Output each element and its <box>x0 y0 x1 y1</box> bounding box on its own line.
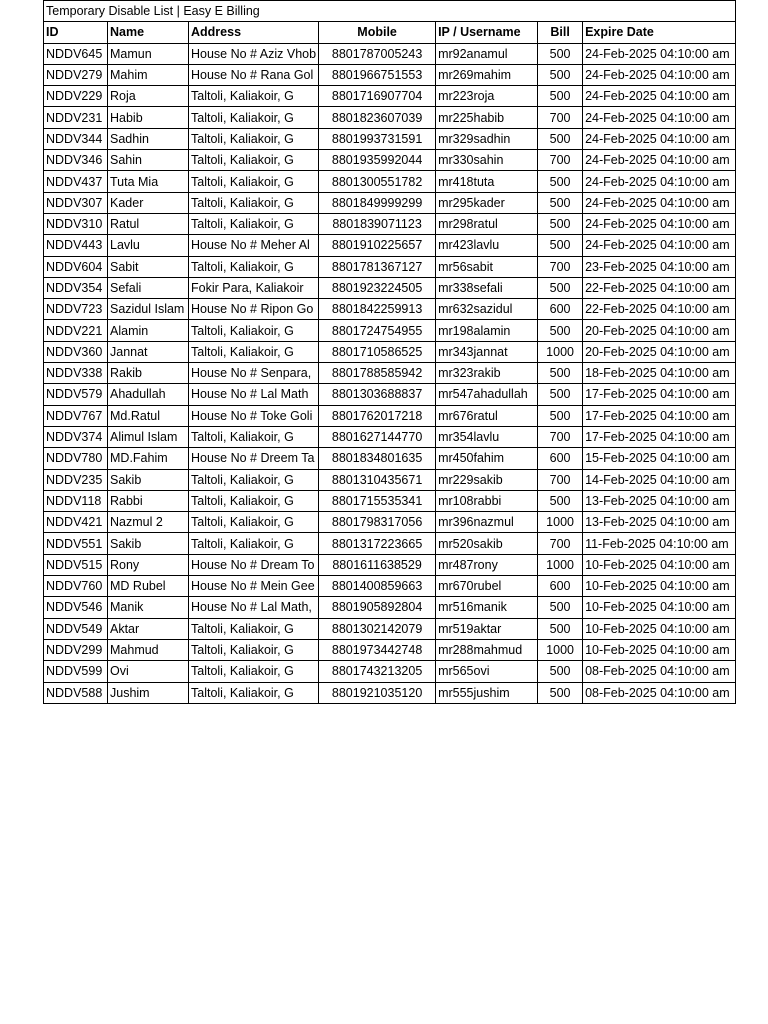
cell-username: mr229sakib <box>436 469 538 490</box>
cell-name: Sadhin <box>108 128 189 149</box>
table-row <box>44 107 736 128</box>
cell-bill: 700 <box>538 426 583 447</box>
cell-expire-date: 13-Feb-2025 04:10:00 am <box>583 490 736 511</box>
table-row <box>44 618 736 639</box>
header-username: IP / Username <box>436 22 538 43</box>
cell-address: House No # Ripon Go <box>189 299 319 320</box>
cell-username: mr565ovi <box>436 661 538 682</box>
cell-id: NDDV645 <box>44 43 108 64</box>
cell-address: Taltoli, Kaliakoir, G <box>189 256 319 277</box>
cell-id: NDDV443 <box>44 235 108 256</box>
cell-expire-date: 17-Feb-2025 04:10:00 am <box>583 426 736 447</box>
table-row <box>44 448 736 469</box>
title-row <box>44 1 736 22</box>
cell-id: NDDV344 <box>44 128 108 149</box>
cell-name: Alimul Islam <box>108 426 189 447</box>
table-row <box>44 213 736 234</box>
table-row <box>44 320 736 341</box>
cell-address: Taltoli, Kaliakoir, G <box>189 490 319 511</box>
cell-username: mr423lavlu <box>436 235 538 256</box>
table-row <box>44 512 736 533</box>
header-mobile: Mobile <box>319 22 436 43</box>
cell-username: mr225habib <box>436 107 538 128</box>
cell-mobile: 8801823607039 <box>319 107 436 128</box>
table-row <box>44 363 736 384</box>
cell-address: House No # Dream To <box>189 554 319 575</box>
cell-mobile: 8801400859663 <box>319 576 436 597</box>
cell-bill: 500 <box>538 682 583 703</box>
cell-address: House No # Meher Al <box>189 235 319 256</box>
cell-name: Sefali <box>108 277 189 298</box>
cell-address: Taltoli, Kaliakoir, G <box>189 171 319 192</box>
cell-expire-date: 17-Feb-2025 04:10:00 am <box>583 384 736 405</box>
header-expire-date: Expire Date <box>583 22 736 43</box>
cell-bill: 700 <box>538 533 583 554</box>
cell-name: Lavlu <box>108 235 189 256</box>
cell-address: Taltoli, Kaliakoir, G <box>189 682 319 703</box>
cell-expire-date: 22-Feb-2025 04:10:00 am <box>583 277 736 298</box>
cell-username: mr330sahin <box>436 150 538 171</box>
cell-bill: 500 <box>538 490 583 511</box>
cell-name: Sakib <box>108 533 189 554</box>
cell-mobile: 8801611638529 <box>319 554 436 575</box>
cell-bill: 700 <box>538 256 583 277</box>
cell-mobile: 8801710586525 <box>319 341 436 362</box>
cell-name: Rony <box>108 554 189 575</box>
cell-id: NDDV723 <box>44 299 108 320</box>
cell-mobile: 8801303688837 <box>319 384 436 405</box>
cell-mobile: 8801715535341 <box>319 490 436 511</box>
cell-address: Taltoli, Kaliakoir, G <box>189 320 319 341</box>
cell-id: NDDV299 <box>44 639 108 660</box>
cell-username: mr288mahmud <box>436 639 538 660</box>
table-row <box>44 490 736 511</box>
cell-id: NDDV374 <box>44 426 108 447</box>
table-row <box>44 235 736 256</box>
table-row <box>44 128 736 149</box>
cell-id: NDDV551 <box>44 533 108 554</box>
cell-mobile: 8801905892804 <box>319 597 436 618</box>
cell-username: mr198alamin <box>436 320 538 341</box>
cell-address: Taltoli, Kaliakoir, G <box>189 341 319 362</box>
table-row <box>44 554 736 575</box>
cell-bill: 600 <box>538 448 583 469</box>
cell-mobile: 8801300551782 <box>319 171 436 192</box>
cell-expire-date: 24-Feb-2025 04:10:00 am <box>583 128 736 149</box>
cell-name: MD.Fahim <box>108 448 189 469</box>
cell-address: Taltoli, Kaliakoir, G <box>189 213 319 234</box>
cell-id: NDDV231 <box>44 107 108 128</box>
cell-username: mr547ahadullah <box>436 384 538 405</box>
table-row <box>44 341 736 362</box>
cell-id: NDDV307 <box>44 192 108 213</box>
cell-username: mr338sefali <box>436 277 538 298</box>
cell-name: Sazidul Islam <box>108 299 189 320</box>
cell-bill: 500 <box>538 384 583 405</box>
cell-expire-date: 11-Feb-2025 04:10:00 am <box>583 533 736 554</box>
cell-address: House No # Senpara, <box>189 363 319 384</box>
cell-mobile: 8801910225657 <box>319 235 436 256</box>
table-row <box>44 533 736 554</box>
cell-expire-date: 24-Feb-2025 04:10:00 am <box>583 192 736 213</box>
cell-id: NDDV780 <box>44 448 108 469</box>
sheet-title: Temporary Disable List | Easy E Billing <box>44 1 736 22</box>
cell-username: mr520sakib <box>436 533 538 554</box>
cell-id: NDDV767 <box>44 405 108 426</box>
header-address: Address <box>189 22 319 43</box>
header-name: Name <box>108 22 189 43</box>
cell-id: NDDV279 <box>44 64 108 85</box>
cell-expire-date: 10-Feb-2025 04:10:00 am <box>583 618 736 639</box>
cell-expire-date: 08-Feb-2025 04:10:00 am <box>583 661 736 682</box>
cell-username: mr298ratul <box>436 213 538 234</box>
cell-name: Rabbi <box>108 490 189 511</box>
cell-username: mr108rabbi <box>436 490 538 511</box>
cell-mobile: 8801724754955 <box>319 320 436 341</box>
table-row <box>44 576 736 597</box>
cell-mobile: 8801798317056 <box>319 512 436 533</box>
table-row <box>44 682 736 703</box>
cell-username: mr295kader <box>436 192 538 213</box>
cell-address: House No # Rana Gol <box>189 64 319 85</box>
cell-expire-date: 22-Feb-2025 04:10:00 am <box>583 299 736 320</box>
cell-username: mr555jushim <box>436 682 538 703</box>
cell-expire-date: 10-Feb-2025 04:10:00 am <box>583 576 736 597</box>
cell-expire-date: 13-Feb-2025 04:10:00 am <box>583 512 736 533</box>
cell-bill: 500 <box>538 405 583 426</box>
cell-expire-date: 10-Feb-2025 04:10:00 am <box>583 639 736 660</box>
cell-expire-date: 08-Feb-2025 04:10:00 am <box>583 682 736 703</box>
cell-expire-date: 20-Feb-2025 04:10:00 am <box>583 320 736 341</box>
table-row <box>44 86 736 107</box>
cell-expire-date: 24-Feb-2025 04:10:00 am <box>583 43 736 64</box>
cell-mobile: 8801302142079 <box>319 618 436 639</box>
cell-username: mr323rakib <box>436 363 538 384</box>
cell-address: Fokir Para, Kaliakoir <box>189 277 319 298</box>
table-row <box>44 277 736 298</box>
cell-address: Taltoli, Kaliakoir, G <box>189 661 319 682</box>
cell-username: mr396nazmul <box>436 512 538 533</box>
cell-address: Taltoli, Kaliakoir, G <box>189 192 319 213</box>
cell-id: NDDV599 <box>44 661 108 682</box>
cell-username: mr354lavlu <box>436 426 538 447</box>
cell-bill: 600 <box>538 299 583 320</box>
cell-bill: 500 <box>538 235 583 256</box>
cell-username: mr450fahim <box>436 448 538 469</box>
cell-name: Sabit <box>108 256 189 277</box>
cell-address: Taltoli, Kaliakoir, G <box>189 150 319 171</box>
cell-name: Nazmul 2 <box>108 512 189 533</box>
cell-id: NDDV338 <box>44 363 108 384</box>
cell-address: Taltoli, Kaliakoir, G <box>189 533 319 554</box>
cell-bill: 500 <box>538 618 583 639</box>
cell-id: NDDV118 <box>44 490 108 511</box>
cell-bill: 700 <box>538 107 583 128</box>
cell-name: Manik <box>108 597 189 618</box>
cell-address: House No # Toke Goli <box>189 405 319 426</box>
cell-mobile: 8801781367127 <box>319 256 436 277</box>
cell-bill: 700 <box>538 469 583 490</box>
cell-username: mr343jannat <box>436 341 538 362</box>
cell-expire-date: 10-Feb-2025 04:10:00 am <box>583 554 736 575</box>
table-row <box>44 171 736 192</box>
cell-expire-date: 14-Feb-2025 04:10:00 am <box>583 469 736 490</box>
cell-id: NDDV310 <box>44 213 108 234</box>
cell-id: NDDV604 <box>44 256 108 277</box>
cell-bill: 500 <box>538 171 583 192</box>
header-id: ID <box>44 22 108 43</box>
cell-username: mr670rubel <box>436 576 538 597</box>
cell-expire-date: 24-Feb-2025 04:10:00 am <box>583 150 736 171</box>
cell-bill: 500 <box>538 661 583 682</box>
cell-mobile: 8801921035120 <box>319 682 436 703</box>
table-row <box>44 299 736 320</box>
cell-bill: 500 <box>538 128 583 149</box>
cell-mobile: 8801788585942 <box>319 363 436 384</box>
cell-bill: 500 <box>538 64 583 85</box>
cell-address: Taltoli, Kaliakoir, G <box>189 128 319 149</box>
table-row <box>44 661 736 682</box>
cell-username: mr676ratul <box>436 405 538 426</box>
cell-expire-date: 23-Feb-2025 04:10:00 am <box>583 256 736 277</box>
table-row <box>44 43 736 64</box>
cell-mobile: 8801935992044 <box>319 150 436 171</box>
table-row <box>44 639 736 660</box>
table-row <box>44 192 736 213</box>
cell-id: NDDV546 <box>44 597 108 618</box>
cell-id: NDDV515 <box>44 554 108 575</box>
cell-bill: 1000 <box>538 512 583 533</box>
cell-mobile: 8801310435671 <box>319 469 436 490</box>
cell-mobile: 8801627144770 <box>319 426 436 447</box>
cell-name: Tuta Mia <box>108 171 189 192</box>
cell-mobile: 8801317223665 <box>319 533 436 554</box>
disable-list-table <box>43 0 736 704</box>
cell-address: Taltoli, Kaliakoir, G <box>189 86 319 107</box>
header-row <box>44 22 736 43</box>
cell-expire-date: 20-Feb-2025 04:10:00 am <box>583 341 736 362</box>
cell-mobile: 8801762017218 <box>319 405 436 426</box>
cell-name: Jushim <box>108 682 189 703</box>
cell-bill: 700 <box>538 150 583 171</box>
cell-id: NDDV221 <box>44 320 108 341</box>
cell-mobile: 8801743213205 <box>319 661 436 682</box>
cell-bill: 500 <box>538 320 583 341</box>
cell-id: NDDV354 <box>44 277 108 298</box>
table-row <box>44 64 736 85</box>
header-bill: Bill <box>538 22 583 43</box>
cell-name: Sakib <box>108 469 189 490</box>
cell-bill: 500 <box>538 597 583 618</box>
cell-name: Ahadullah <box>108 384 189 405</box>
cell-bill: 500 <box>538 86 583 107</box>
cell-name: Kader <box>108 192 189 213</box>
cell-id: NDDV229 <box>44 86 108 107</box>
cell-id: NDDV588 <box>44 682 108 703</box>
cell-expire-date: 17-Feb-2025 04:10:00 am <box>583 405 736 426</box>
cell-name: MD Rubel <box>108 576 189 597</box>
cell-expire-date: 24-Feb-2025 04:10:00 am <box>583 86 736 107</box>
cell-name: Aktar <box>108 618 189 639</box>
cell-username: mr269mahim <box>436 64 538 85</box>
cell-bill: 500 <box>538 43 583 64</box>
cell-expire-date: 24-Feb-2025 04:10:00 am <box>583 171 736 192</box>
table-row <box>44 469 736 490</box>
cell-id: NDDV760 <box>44 576 108 597</box>
cell-mobile: 8801923224505 <box>319 277 436 298</box>
cell-bill: 500 <box>538 213 583 234</box>
table-row <box>44 256 736 277</box>
cell-bill: 1000 <box>538 639 583 660</box>
cell-bill: 1000 <box>538 554 583 575</box>
cell-username: mr519aktar <box>436 618 538 639</box>
cell-expire-date: 10-Feb-2025 04:10:00 am <box>583 597 736 618</box>
cell-address: Taltoli, Kaliakoir, G <box>189 469 319 490</box>
cell-mobile: 8801842259913 <box>319 299 436 320</box>
cell-mobile: 8801993731591 <box>319 128 436 149</box>
cell-mobile: 8801834801635 <box>319 448 436 469</box>
cell-name: Alamin <box>108 320 189 341</box>
cell-username: mr56sabit <box>436 256 538 277</box>
cell-expire-date: 24-Feb-2025 04:10:00 am <box>583 235 736 256</box>
table-row <box>44 384 736 405</box>
cell-address: House No # Aziz Vhob <box>189 43 319 64</box>
cell-mobile: 8801716907704 <box>319 86 436 107</box>
cell-mobile: 8801839071123 <box>319 213 436 234</box>
cell-username: mr223roja <box>436 86 538 107</box>
cell-name: Rakib <box>108 363 189 384</box>
cell-address: House No # Lal Math <box>189 384 319 405</box>
table-row <box>44 597 736 618</box>
cell-bill: 500 <box>538 192 583 213</box>
cell-name: Ovi <box>108 661 189 682</box>
table-row <box>44 426 736 447</box>
cell-name: Jannat <box>108 341 189 362</box>
cell-id: NDDV437 <box>44 171 108 192</box>
cell-id: NDDV360 <box>44 341 108 362</box>
table-row <box>44 405 736 426</box>
cell-name: Mamun <box>108 43 189 64</box>
cell-address: Taltoli, Kaliakoir, G <box>189 639 319 660</box>
cell-name: Habib <box>108 107 189 128</box>
cell-username: mr329sadhin <box>436 128 538 149</box>
cell-address: Taltoli, Kaliakoir, G <box>189 512 319 533</box>
cell-name: Mahim <box>108 64 189 85</box>
cell-bill: 500 <box>538 277 583 298</box>
cell-username: mr516manik <box>436 597 538 618</box>
cell-bill: 1000 <box>538 341 583 362</box>
cell-name: Sahin <box>108 150 189 171</box>
cell-address: House No # Lal Math, <box>189 597 319 618</box>
cell-bill: 500 <box>538 363 583 384</box>
cell-mobile: 8801787005243 <box>319 43 436 64</box>
cell-username: mr92anamul <box>436 43 538 64</box>
cell-id: NDDV346 <box>44 150 108 171</box>
cell-address: Taltoli, Kaliakoir, G <box>189 107 319 128</box>
table-body <box>44 43 736 703</box>
cell-mobile: 8801973442748 <box>319 639 436 660</box>
cell-address: House No # Dreem Ta <box>189 448 319 469</box>
cell-username: mr487rony <box>436 554 538 575</box>
cell-expire-date: 24-Feb-2025 04:10:00 am <box>583 64 736 85</box>
cell-expire-date: 24-Feb-2025 04:10:00 am <box>583 107 736 128</box>
cell-id: NDDV579 <box>44 384 108 405</box>
cell-name: Md.Ratul <box>108 405 189 426</box>
cell-username: mr632sazidul <box>436 299 538 320</box>
cell-username: mr418tuta <box>436 171 538 192</box>
table-row <box>44 150 736 171</box>
cell-expire-date: 18-Feb-2025 04:10:00 am <box>583 363 736 384</box>
cell-address: Taltoli, Kaliakoir, G <box>189 426 319 447</box>
cell-mobile: 8801849999299 <box>319 192 436 213</box>
cell-name: Ratul <box>108 213 189 234</box>
cell-name: Mahmud <box>108 639 189 660</box>
cell-id: NDDV235 <box>44 469 108 490</box>
cell-bill: 600 <box>538 576 583 597</box>
cell-expire-date: 15-Feb-2025 04:10:00 am <box>583 448 736 469</box>
cell-id: NDDV421 <box>44 512 108 533</box>
cell-address: House No # Mein Gee <box>189 576 319 597</box>
cell-expire-date: 24-Feb-2025 04:10:00 am <box>583 213 736 234</box>
cell-name: Roja <box>108 86 189 107</box>
cell-id: NDDV549 <box>44 618 108 639</box>
cell-address: Taltoli, Kaliakoir, G <box>189 618 319 639</box>
cell-mobile: 8801966751553 <box>319 64 436 85</box>
